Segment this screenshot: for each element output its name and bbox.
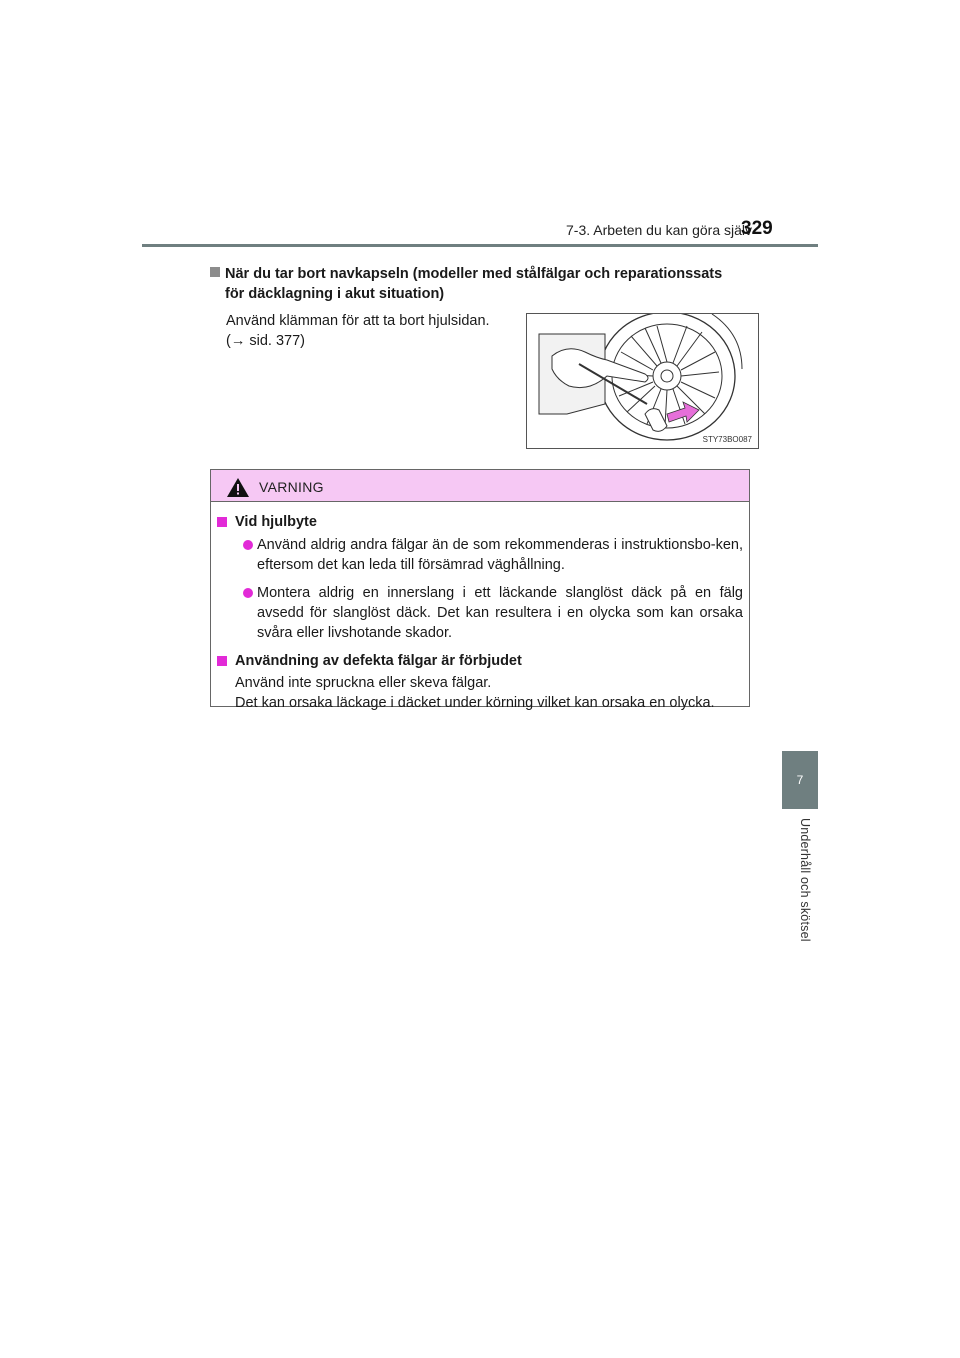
square-bullet-icon bbox=[217, 517, 227, 527]
warning-section-title: Vid hjulbyte bbox=[235, 514, 317, 530]
header-divider bbox=[142, 244, 818, 247]
square-bullet-icon bbox=[217, 656, 227, 666]
circle-bullet-icon bbox=[243, 540, 253, 550]
list-item bbox=[243, 535, 743, 575]
chapter-label: Underhåll och skötsel bbox=[798, 818, 812, 942]
warning-triangle-icon bbox=[227, 478, 249, 497]
page-reference-link[interactable]: sid. 377) bbox=[245, 333, 305, 349]
section-title: 7-3. Arbeten du kan göra själv bbox=[566, 222, 753, 238]
page-number: 329 bbox=[741, 218, 773, 239]
section-heading bbox=[210, 264, 752, 304]
warning-text-line: Det kan orsaka läckage i däcket under körning vilket kan orsaka en olycka. bbox=[235, 695, 715, 711]
chapter-tab[interactable]: 7 bbox=[782, 751, 818, 809]
warning-body bbox=[211, 512, 749, 713]
section-heading-line2: för däcklagning i akut situation) bbox=[225, 286, 445, 302]
figure-code: STY73BO087 bbox=[702, 435, 752, 444]
warning-section-heading bbox=[217, 512, 749, 532]
warning-section-heading bbox=[217, 651, 749, 671]
warning-text-line: Använd inte spruckna eller skeva fälgar. bbox=[235, 675, 492, 691]
square-bullet-icon bbox=[210, 267, 220, 277]
warning-box bbox=[210, 469, 750, 711]
section-heading-line1: När du tar bort navkapseln (modeller med stålfälgar och reparationssats bbox=[225, 266, 723, 282]
list-item-text: Använd aldrig andra fälgar än de som rekommenderas i instruktionsbo-ken, eftersom det kan leda till försämrad väghållning. bbox=[257, 537, 743, 573]
intro-text bbox=[226, 311, 506, 351]
list-item bbox=[243, 583, 743, 643]
hubcap-removal-illustration bbox=[526, 313, 759, 449]
wheel-illustration bbox=[527, 314, 758, 448]
warning-header bbox=[211, 470, 749, 502]
warning-section-title: Användning av defekta fälgar är förbjudet bbox=[235, 653, 522, 669]
list-item-text: Montera aldrig en innerslang i ett läckande slanglöst däck på en fälg avsedd för slanglöst däck. Det kan resultera i en olycka som kan orsaka svåra eller livshotande skador. bbox=[257, 585, 743, 641]
intro-paren: ( bbox=[226, 333, 231, 349]
warning-label: VARNING bbox=[259, 479, 324, 495]
intro-line1: Använd klämman för att ta bort hjulsidan. bbox=[226, 313, 490, 329]
arrow-right-icon: → bbox=[230, 333, 246, 349]
circle-bullet-icon bbox=[243, 588, 253, 598]
